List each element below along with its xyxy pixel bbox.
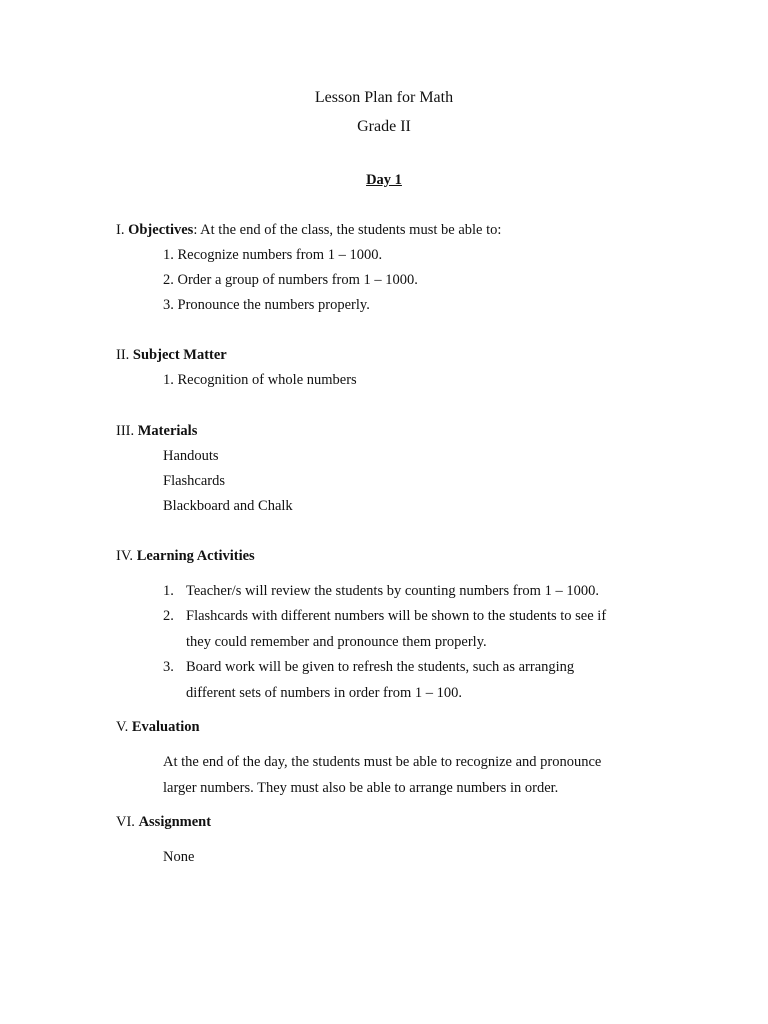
assignment-text: None [163, 849, 195, 865]
activity-item-text: they could remember and pronounce them properly. [186, 634, 487, 650]
materials-heading-line [116, 424, 197, 439]
evaluation-text: At the end of the day, the students must be able to recognize and pronounce [163, 754, 602, 770]
day-heading: Day 1 [366, 172, 402, 188]
assignment-heading-line [116, 815, 211, 830]
materials-heading: Materials [137, 423, 198, 439]
subject-matter-heading: Subject Matter [132, 347, 227, 363]
learning-activities-numeral: IV. [116, 548, 134, 564]
activity-item-number: 2. [163, 608, 174, 624]
objectives-heading: Objectives [128, 222, 194, 238]
objective-item: 2. Order a group of numbers from 1 – 1000. [163, 272, 418, 288]
materials-item: Handouts [163, 448, 219, 464]
learning-activities-heading-line [116, 549, 255, 564]
assignment-numeral: VI. [116, 814, 135, 830]
activity-item-text: Teacher/s will review the students by counting numbers from 1 – 1000. [186, 583, 599, 599]
activity-item-text: Board work will be given to refresh the students, such as arranging [186, 659, 575, 675]
evaluation-numeral: V. [116, 719, 129, 735]
document-title: Lesson Plan for Math [314, 89, 454, 106]
subject-matter-numeral: II. [116, 347, 130, 363]
evaluation-heading-line [116, 720, 200, 735]
objective-item: 3. Pronounce the numbers properly. [163, 297, 370, 313]
assignment-heading: Assignment [138, 814, 212, 830]
materials-numeral: III. [116, 423, 135, 439]
learning-activities-heading: Learning Activities [136, 548, 255, 564]
subject-matter-heading-line [116, 348, 227, 363]
activity-item-number: 1. [163, 583, 174, 599]
subject-matter-item: 1. Recognition of whole numbers [163, 372, 357, 388]
activity-item-number: 3. [163, 659, 174, 675]
activity-item-text: Flashcards with different numbers will be shown to the students to see if [186, 608, 607, 624]
evaluation-heading: Evaluation [131, 719, 200, 735]
grade-label: Grade II [357, 118, 411, 135]
materials-item: Flashcards [163, 473, 226, 489]
objective-item: 1. Recognize numbers from 1 – 1000. [163, 247, 383, 263]
objectives-numeral: I. [116, 222, 125, 238]
materials-item: Blackboard and Chalk [163, 498, 293, 514]
evaluation-text: larger numbers. They must also be able to arrange numbers in order. [163, 780, 559, 796]
objectives-intro: : At the end of the class, the students must be able to: [193, 222, 502, 238]
activity-item-text: different sets of numbers in order from 1 – 100. [186, 685, 462, 701]
objectives-heading-line [116, 223, 501, 238]
